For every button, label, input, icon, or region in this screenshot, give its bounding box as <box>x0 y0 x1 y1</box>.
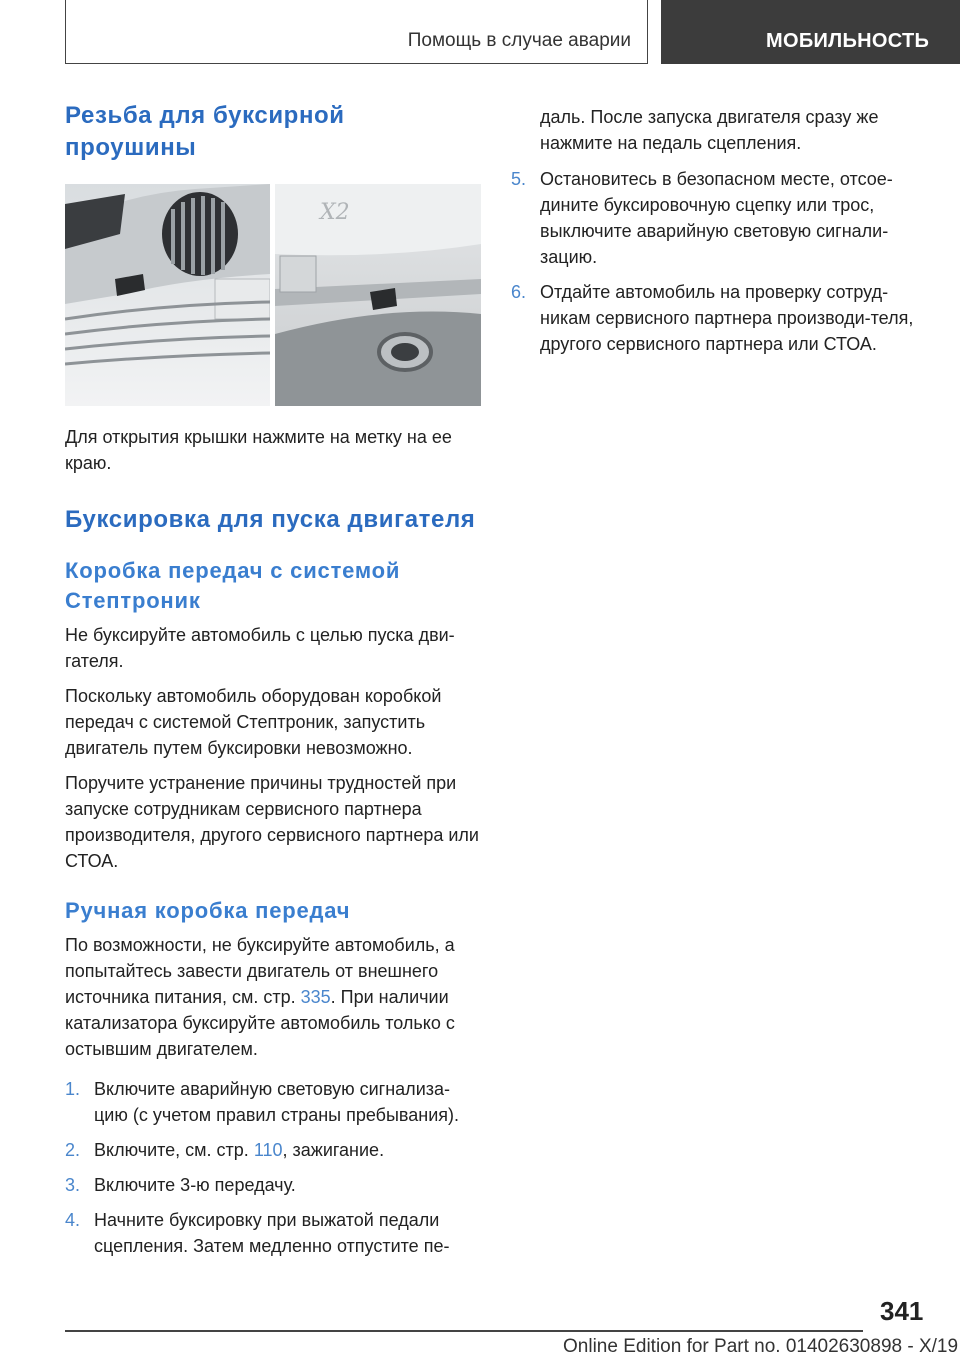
list-item: 6. Отдайте автомобиль на проверку сотруд-никам сервисного партнера производи-теля, другого сервисного партнера или СТОА. <box>511 279 923 357</box>
steps-list-right <box>511 166 923 357</box>
steptronic-para-3: Поручите устранение причины трудностей при запуске сотрудникам сервисного партнера производителя, другого сервисного партнера или СТОА. <box>65 773 479 871</box>
steptronic-para-1: Не буксируйте автомобиль с целью пуска дви-гателя. <box>65 625 455 671</box>
list-item: 1. Включите аварийную световую сигнализа-цию (с учетом правил страны пребывания). <box>65 1076 481 1128</box>
steptronic-para-2: Поскольку автомобиль оборудован коробкой передач с системой Стептроник, запустить двигатель путем буксировки невозможно. <box>65 686 442 758</box>
list-item: 2. Включите, см. стр. 110, зажигание. <box>65 1137 481 1163</box>
svg-text:X2: X2 <box>320 200 350 225</box>
step-number: 6. <box>511 282 527 302</box>
page-number: 341 <box>880 1296 924 1326</box>
step-number: 4. <box>65 1210 81 1230</box>
heading-manual-gearbox: Ручная коробка передач <box>65 898 351 923</box>
step-number: 2. <box>65 1140 81 1160</box>
heading-steptronic: Коробка передач с системой Стептроник <box>65 558 401 613</box>
left-column <box>65 100 481 1268</box>
page-link-335[interactable]: 335 <box>300 987 331 1007</box>
footer-divider <box>65 1330 863 1332</box>
list-item: 3. Включите 3-ю передачу. <box>65 1172 481 1198</box>
step-number: 3. <box>65 1175 81 1195</box>
list-item: 5. Остановитесь в безопасном месте, отсое-дините буксировочную сцепку или трос, выключите аварийную световую сигнали-зацию. <box>511 166 923 270</box>
step-4-continuation: даль. После запуска двигателя сразу же нажмите на педаль сцепления. <box>540 107 879 153</box>
step-number: 1. <box>65 1079 81 1099</box>
tow-eye-caption: Для открытия крышки нажмите на метку на ее краю. <box>65 427 452 473</box>
header-section-title: Помощь в случае аварии <box>407 30 631 51</box>
right-column <box>511 104 923 366</box>
tow-eye-cover-photo <box>65 184 481 406</box>
header-chapter-box <box>661 0 960 64</box>
footer-edition: Online Edition for Part no. 01402630898 - X/19 <box>563 1336 959 1357</box>
header-chapter-title: МОБИЛЬНОСТЬ <box>766 30 930 52</box>
steps-list-left <box>65 1076 481 1259</box>
heading-tow-eye-thread: Резьба для буксирной проушины <box>65 102 345 161</box>
header-section-box <box>65 0 648 64</box>
list-item: 4. Начните буксировку при выжатой педали сцепления. Затем медленно отпустите пе- <box>65 1207 481 1259</box>
step-number: 5. <box>511 169 527 189</box>
manual-para: По возможности, не буксируйте автомобиль, а попытайтесь завести двигатель от внешнего источника питания, см. стр. 335. При наличии катализатора буксируйте автомобиль только с остывшим двигателем. <box>65 935 455 1059</box>
heading-tow-start: Буксировка для пуска двигателя <box>65 506 476 533</box>
page-link-110[interactable]: 110 <box>253 1140 283 1160</box>
